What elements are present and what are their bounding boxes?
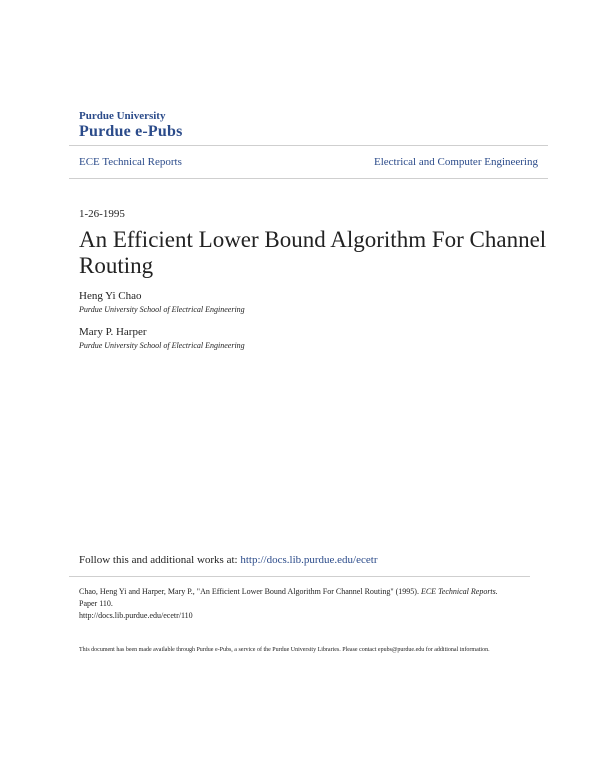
citation-block: [79, 586, 529, 622]
publication-date: 1-26-1995: [79, 208, 125, 220]
citation-series: ECE Technical Reports.: [420, 587, 498, 596]
nav-link-electrical-computer-engineering[interactable]: Electrical and Computer Engineering: [373, 156, 538, 168]
availability-notice: This document has been made available through Purdue e-Pubs, a service of the Purdue University Libraries. Please contact epubs@purdue.edu for additional information.: [79, 647, 490, 653]
repository-name[interactable]: Purdue e-Pubs: [79, 123, 183, 140]
header-divider-bottom: [69, 178, 548, 179]
author-name: Heng Yi Chao: [79, 290, 142, 302]
university-name: Purdue University: [79, 110, 166, 122]
citation-paper-number: Paper 110.: [79, 599, 113, 608]
citation-url[interactable]: http://docs.lib.purdue.edu/ecetr/110: [79, 611, 193, 620]
follow-label: Follow this and additional works at:: [79, 554, 238, 566]
author-name: Mary P. Harper: [79, 326, 147, 338]
follow-link[interactable]: http://docs.lib.purdue.edu/ecetr: [240, 554, 378, 566]
header-divider-top: [69, 145, 548, 146]
author-affiliation: Purdue University School of Electrical Engineering: [79, 341, 245, 350]
nav-link-ece-technical-reports[interactable]: ECE Technical Reports: [79, 156, 182, 168]
citation-divider: [69, 576, 530, 577]
follow-line: [79, 554, 377, 566]
paper-title: An Efficient Lower Bound Algorithm For Channel Routing: [79, 227, 547, 278]
author-affiliation: Purdue University School of Electrical Engineering: [79, 305, 245, 314]
citation-text: Chao, Heng Yi and Harper, Mary P., "An Efficient Lower Bound Algorithm For Channel Routing" (1995).: [79, 587, 419, 596]
